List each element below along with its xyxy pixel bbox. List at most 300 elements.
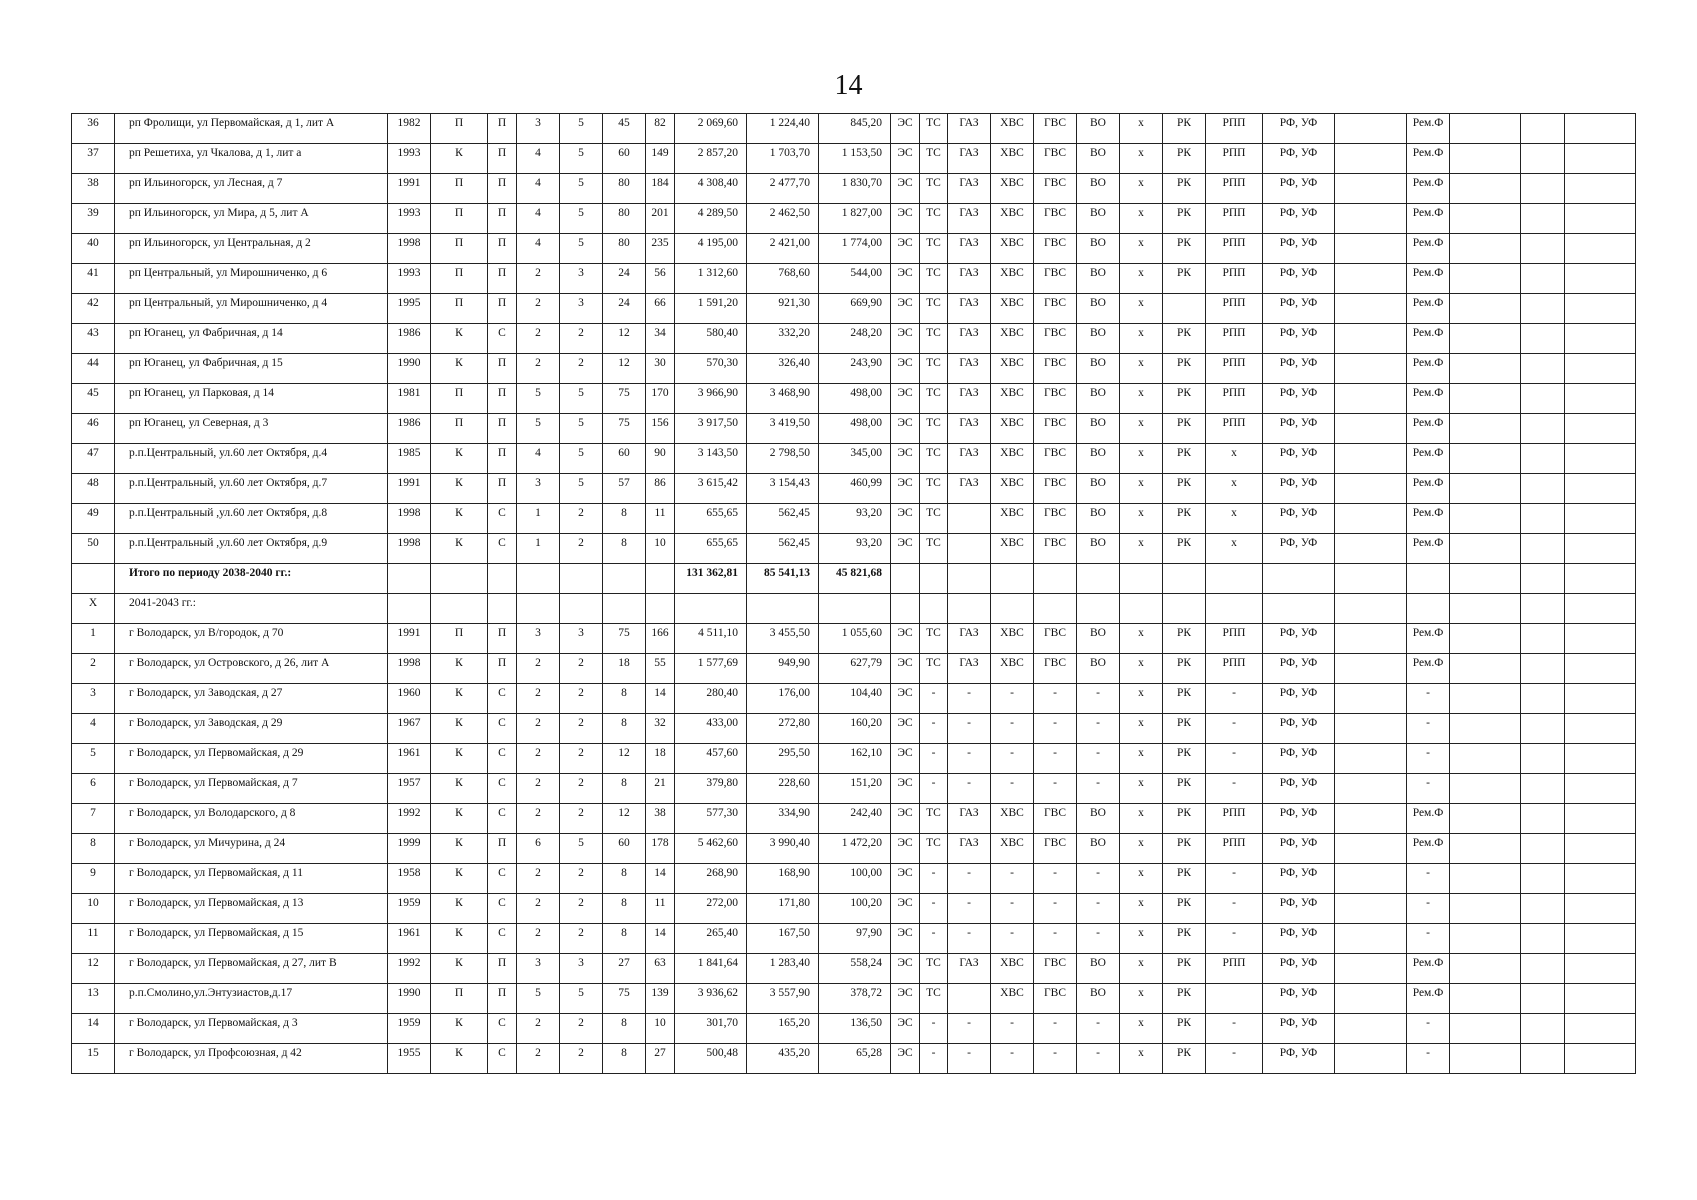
table-cell [1335,414,1407,444]
table-cell: - [1077,774,1120,804]
table-cell [1163,294,1206,324]
table-cell [1407,594,1450,624]
table-cell: - [1407,744,1450,774]
table-cell: РК [1163,144,1206,174]
table-cell [1407,564,1450,594]
table-cell: К [431,684,488,714]
table-cell: 334,90 [747,804,819,834]
table-cell: 2 [517,744,560,774]
table-cell: 379,80 [675,774,747,804]
table-cell [1263,564,1335,594]
table-cell: х [1206,474,1263,504]
table-cell: 627,79 [819,654,891,684]
table-cell: - [1206,924,1263,954]
table-cell: К [431,1044,488,1074]
table-cell [1565,804,1636,834]
table-cell: 1 591,20 [675,294,747,324]
table-cell: ЭС [891,264,920,294]
table-cell: 8 [603,684,646,714]
table-cell: ВО [1077,294,1120,324]
table-row [72,174,1636,204]
table-cell: 3 154,43 [747,474,819,504]
table-cell: ЭС [891,834,920,864]
table-cell: 8 [603,894,646,924]
table-cell: РК [1163,1044,1206,1074]
table-cell: 577,30 [675,804,747,834]
table-cell: 4 [72,714,115,744]
table-cell: 45 821,68 [819,564,891,594]
table-cell: 2 [560,354,603,384]
table-cell: - [1077,894,1120,924]
table-cell: П [431,174,488,204]
table-cell: 139 [646,984,675,1014]
table-cell: 2 [560,774,603,804]
table-cell: - [1206,774,1263,804]
table-cell [1335,324,1407,354]
table-cell [1335,114,1407,144]
table-cell [948,984,991,1014]
table-cell: ХВС [991,624,1034,654]
table-cell [1521,174,1565,204]
table-cell: РК [1163,654,1206,684]
table-cell [1450,174,1521,204]
table-cell: 2 [517,804,560,834]
table-cell: ГВС [1034,384,1077,414]
table-cell: 14 [72,1014,115,1044]
table-cell: С [488,714,517,744]
table-cell: - [1077,924,1120,954]
table-row [72,144,1636,174]
table-cell: ГВС [1034,294,1077,324]
table-cell [1565,564,1636,594]
table-row [72,624,1636,654]
table-cell [1335,474,1407,504]
table-cell: 2 [560,744,603,774]
table-row [72,744,1636,774]
table-cell: П [488,384,517,414]
table-cell: - [991,714,1034,744]
table-cell: - [1206,684,1263,714]
table-cell: ХВС [991,804,1034,834]
table-cell: 12 [603,804,646,834]
table-cell: ТС [920,804,948,834]
table-cell: г Володарск, ул Первомайская, д 7 [115,774,388,804]
table-cell: РФ, УФ [1263,534,1335,564]
table-cell [1450,564,1521,594]
table-cell [1335,954,1407,984]
table-cell: 27 [603,954,646,984]
table-cell: 3 [517,624,560,654]
table-cell: х [1206,534,1263,564]
table-cell: г Володарск, ул Володарского, д 8 [115,804,388,834]
table-cell: 8 [603,714,646,744]
table-cell: х [1120,654,1163,684]
table-cell: 3 143,50 [675,444,747,474]
table-cell: 60 [603,444,646,474]
table-cell: ВО [1077,654,1120,684]
table-cell [1450,594,1521,624]
table-cell: 3 917,50 [675,414,747,444]
table-cell: 4 289,50 [675,204,747,234]
table-cell: 2 [560,684,603,714]
table-cell: РФ, УФ [1263,864,1335,894]
table-cell: 63 [646,954,675,984]
table-cell: х [1120,894,1163,924]
table-cell [1565,594,1636,624]
table-cell: 80 [603,174,646,204]
table-cell [1521,984,1565,1014]
table-cell: ГВС [1034,354,1077,384]
table-cell: 168,90 [747,864,819,894]
table-cell: ВО [1077,324,1120,354]
table-row [72,1044,1636,1074]
table-cell: х [1120,174,1163,204]
table-cell: 8 [72,834,115,864]
table-cell: П [431,204,488,234]
table-cell: ВО [1077,384,1120,414]
table-cell: - [1407,714,1450,744]
table-cell: г Володарск, ул Первомайская, д 27, лит В [115,954,388,984]
table-cell: 2 [560,504,603,534]
table-cell: х [1120,414,1163,444]
table-cell: 1967 [388,714,431,744]
table-cell: - [948,894,991,924]
table-cell: 1 283,40 [747,954,819,984]
table-cell: 12 [603,324,646,354]
table-cell: 5 [560,144,603,174]
table-cell: 3 557,90 [747,984,819,1014]
table-cell: 5 [560,234,603,264]
table-cell: 151,20 [819,774,891,804]
table-cell: П [431,294,488,324]
table-cell: П [488,234,517,264]
table-cell: Рем.Ф [1407,264,1450,294]
table-cell: 4 [517,444,560,474]
table-cell: 170 [646,384,675,414]
table-cell: РФ, УФ [1263,834,1335,864]
table-cell: ХВС [991,264,1034,294]
table-cell: 160,20 [819,714,891,744]
table-cell: РФ, УФ [1263,714,1335,744]
table-cell: - [920,1014,948,1044]
table-cell: 2 [560,864,603,894]
table-cell: 768,60 [747,264,819,294]
table-cell [1335,384,1407,414]
table-cell: Рем.Ф [1407,504,1450,534]
table-cell: ГАЗ [948,324,991,354]
table-cell: ГАЗ [948,384,991,414]
table-cell: 131 362,81 [675,564,747,594]
table-cell: х [1206,444,1263,474]
table-cell: рп Юганец, ул Фабричная, д 15 [115,354,388,384]
table-cell: 178 [646,834,675,864]
table-cell: 2 [560,924,603,954]
table-cell: ВО [1077,444,1120,474]
table-cell [1450,654,1521,684]
table-cell: х [1120,384,1163,414]
table-cell: - [1206,894,1263,924]
table-cell: ЭС [891,384,920,414]
table-cell: - [920,744,948,774]
table-row [72,294,1636,324]
table-cell: ГАЗ [948,624,991,654]
table-cell: 2 [517,264,560,294]
table-cell [1450,234,1521,264]
table-cell: ХВС [991,234,1034,264]
table-cell [1521,714,1565,744]
table-cell: ЭС [891,114,920,144]
table-cell: ТС [920,204,948,234]
table-cell: 562,45 [747,534,819,564]
table-cell: х [1120,744,1163,774]
table-cell: 18 [603,654,646,684]
table-cell [1565,624,1636,654]
table-cell: 1 827,00 [819,204,891,234]
table-cell: - [1206,1014,1263,1044]
table-cell: х [1120,984,1163,1014]
table-cell: ВО [1077,984,1120,1014]
table-cell: 5 [560,174,603,204]
table-cell: 268,90 [675,864,747,894]
table-cell: 27 [646,1044,675,1074]
table-cell: 921,30 [747,294,819,324]
table-row [72,444,1636,474]
table-cell: х [1120,474,1163,504]
table-cell [1450,894,1521,924]
table-cell [1565,1014,1636,1044]
table-cell: П [488,144,517,174]
table-cell: 1 703,70 [747,144,819,174]
table-cell: 1999 [388,834,431,864]
table-cell: РФ, УФ [1263,294,1335,324]
table-cell: 5 [560,834,603,864]
table-cell: - [1034,684,1077,714]
table-cell: - [991,774,1034,804]
table-row [72,204,1636,234]
table-cell: - [1034,744,1077,774]
table-cell: 345,00 [819,444,891,474]
table-cell [1335,564,1407,594]
table-cell: - [1206,864,1263,894]
table-cell [891,594,920,624]
table-cell: 2 [517,654,560,684]
table-cell: - [1034,1014,1077,1044]
table-cell: РПП [1206,324,1263,354]
table-cell: П [488,444,517,474]
table-cell: 1992 [388,954,431,984]
table-cell: г Володарск, ул Заводская, д 27 [115,684,388,714]
table-cell: р.п.Смолино,ул.Энтузиастов,д.17 [115,984,388,1014]
table-cell: 1991 [388,624,431,654]
table-cell: П [488,264,517,294]
table-cell: 10 [646,1014,675,1044]
page-number: 14 [834,70,863,101]
table-cell [948,594,991,624]
table-cell [920,594,948,624]
table-cell: ТС [920,954,948,984]
table-cell: ГВС [1034,204,1077,234]
table-cell: 66 [646,294,675,324]
table-cell: К [431,954,488,984]
table-cell: 75 [603,624,646,654]
table-cell: 3 966,90 [675,384,747,414]
table-cell: 86 [646,474,675,504]
table-cell: ЭС [891,174,920,204]
table-cell: 498,00 [819,414,891,444]
table-cell: ЭС [891,1014,920,1044]
table-row [72,474,1636,504]
table-cell [488,564,517,594]
table-cell [560,594,603,624]
table-cell: РФ, УФ [1263,984,1335,1014]
table-cell: РФ, УФ [1263,174,1335,204]
table-cell: К [431,924,488,954]
table-cell: С [488,324,517,354]
table-cell [1521,654,1565,684]
table-cell [560,564,603,594]
table-cell: ХВС [991,174,1034,204]
table-cell [1521,864,1565,894]
table-cell: 1998 [388,234,431,264]
table-cell: рп Ильиногорск, ул Центральная, д 2 [115,234,388,264]
table-cell: 3 468,90 [747,384,819,414]
table-cell: 2041-2043 гг.: [115,594,388,624]
table-cell: 171,80 [747,894,819,924]
table-cell: РПП [1206,654,1263,684]
table-cell: 7 [72,804,115,834]
table-cell: 1 [517,534,560,564]
table-cell: - [1407,684,1450,714]
table-cell: 2 [560,1044,603,1074]
table-cell: г Володарск, ул Профсоюзная, д 42 [115,1044,388,1074]
table-cell [1565,114,1636,144]
table-cell [1450,294,1521,324]
table-cell: - [1206,744,1263,774]
table-cell: ЭС [891,504,920,534]
table-cell: 80 [603,234,646,264]
table-cell: П [488,474,517,504]
table-cell: ХВС [991,534,1034,564]
table-cell: К [431,444,488,474]
table-cell: 1958 [388,864,431,894]
table-cell: 6 [517,834,560,864]
table-cell: С [488,684,517,714]
table-cell: - [948,744,991,774]
table-cell: ВО [1077,354,1120,384]
table-cell: 1982 [388,114,431,144]
table-cell: Рем.Ф [1407,384,1450,414]
table-cell [1565,264,1636,294]
table-cell: - [948,1014,991,1044]
table-cell: - [1407,774,1450,804]
table-cell: х [1120,804,1163,834]
table-cell: 2 [560,324,603,354]
table-cell [747,594,819,624]
table-cell: - [991,924,1034,954]
table-cell [1335,594,1407,624]
table-cell: 2 477,70 [747,174,819,204]
table-row [72,1014,1636,1044]
table-cell: 1 153,50 [819,144,891,174]
table-cell: РК [1163,474,1206,504]
table-cell: 10 [646,534,675,564]
table-cell: 5 [560,114,603,144]
table-cell: - [1206,714,1263,744]
table-cell: Рем.Ф [1407,144,1450,174]
table-cell: РПП [1206,264,1263,294]
table-cell [1521,684,1565,714]
table-cell: 1 [72,624,115,654]
table-cell [517,594,560,624]
table-cell: Рем.Ф [1407,444,1450,474]
table-cell: 80 [603,204,646,234]
table-cell: 40 [72,234,115,264]
table-cell: 1993 [388,204,431,234]
table-cell: х [1120,834,1163,864]
table-cell: х [1120,114,1163,144]
table-cell: - [1034,894,1077,924]
table-cell: РФ, УФ [1263,204,1335,234]
table-cell [1521,744,1565,774]
table-cell [431,564,488,594]
table-cell: Рем.Ф [1407,804,1450,834]
table-cell: Рем.Ф [1407,534,1450,564]
table-cell: К [431,654,488,684]
table-cell [948,564,991,594]
table-cell: РФ, УФ [1263,264,1335,294]
table-cell: г Володарск, ул Первомайская, д 11 [115,864,388,894]
table-cell [1565,924,1636,954]
table-row [72,984,1636,1014]
table-cell [1521,1044,1565,1074]
table-row [72,714,1636,744]
table-cell: - [1077,1014,1120,1044]
table-cell: РФ, УФ [1263,324,1335,354]
table-cell: 49 [72,504,115,534]
table-cell: 15 [72,1044,115,1074]
table-cell: 14 [646,924,675,954]
table-cell: 5 [72,744,115,774]
table-cell [1335,834,1407,864]
table-cell: - [991,864,1034,894]
table-cell: г Володарск, ул Первомайская, д 29 [115,744,388,774]
table-cell [1335,504,1407,534]
table-cell: 562,45 [747,504,819,534]
table-cell: РФ, УФ [1263,1044,1335,1074]
table-cell: 3 [560,624,603,654]
table-cell: ТС [920,414,948,444]
table-cell: 45 [603,114,646,144]
table-cell: 3 615,42 [675,474,747,504]
table-cell: РК [1163,204,1206,234]
table-cell [388,594,431,624]
table-cell: 3 [72,684,115,714]
table-cell [1335,804,1407,834]
table-cell: 498,00 [819,384,891,414]
table-cell: 5 [560,474,603,504]
table-cell [1450,384,1521,414]
table-cell: ВО [1077,474,1120,504]
table-cell: 1995 [388,294,431,324]
table-cell: ЭС [891,444,920,474]
table-cell: 457,60 [675,744,747,774]
table-cell: 5 [517,414,560,444]
table-cell: ЭС [891,654,920,684]
table-cell: ТС [920,114,948,144]
table-cell: х [1120,354,1163,384]
table-cell: 8 [603,1014,646,1044]
table-cell: К [431,774,488,804]
